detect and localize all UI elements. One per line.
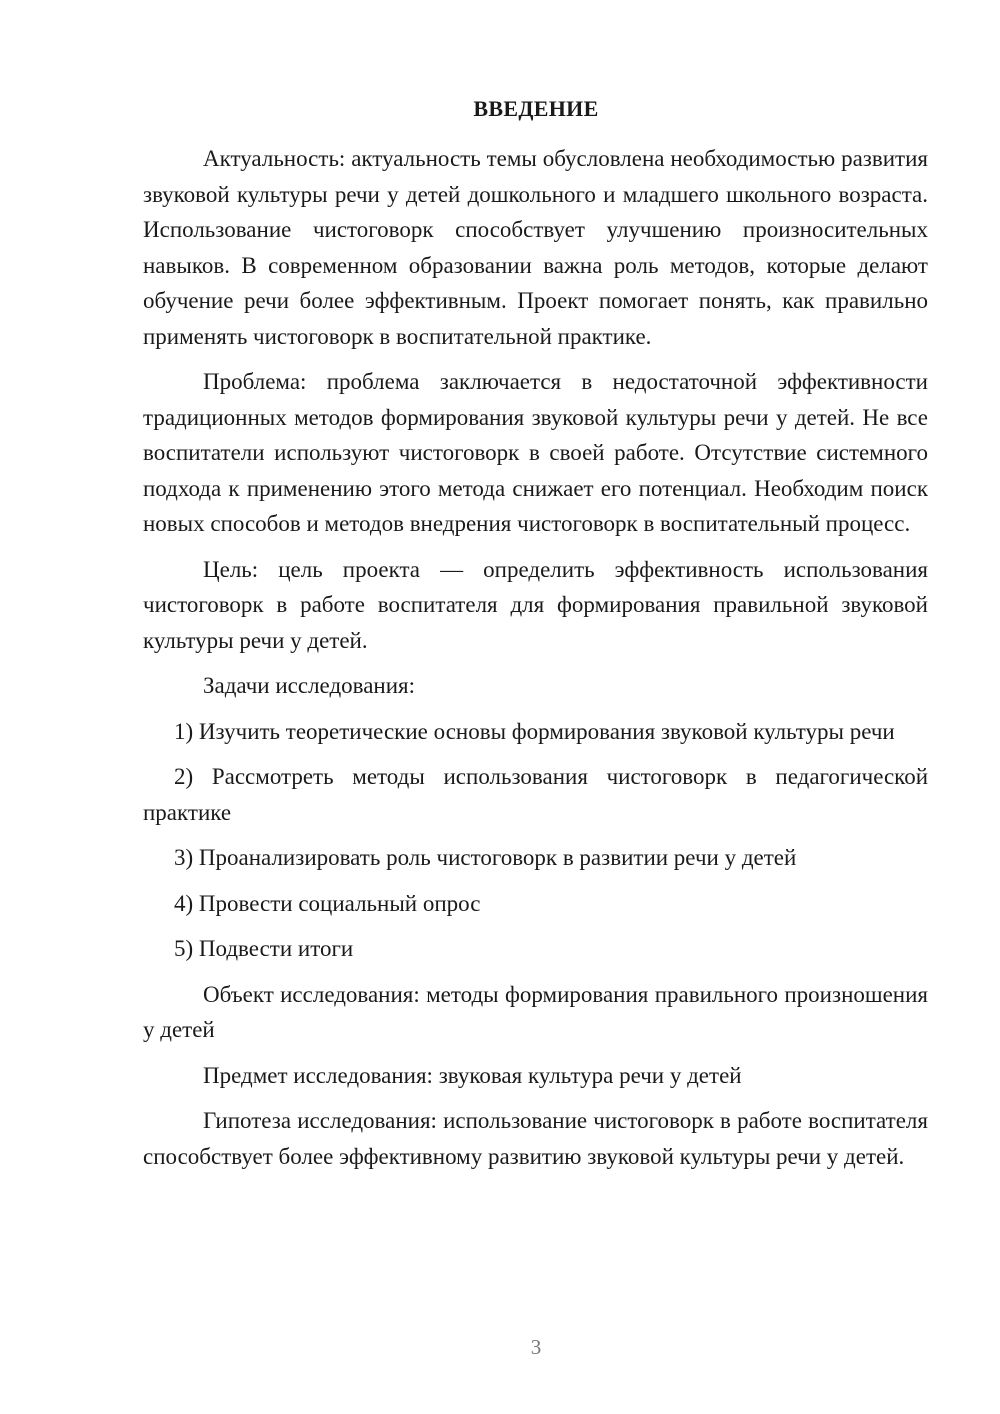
problem-paragraph: Проблема: проблема заключается в недостаточной эффективности традиционных методов формирования звуковой культуры речи у детей. Не все воспитатели используют чистоговорк в своей работе. Отсутствие системного подхода к применению этого метода снижает его потенциал. Необходим поиск новых способов и методов внедрения чистоговорк в воспитательный процесс. bbox=[143, 369, 928, 536]
list-item: 5) Подвести итоги bbox=[174, 936, 354, 961]
list-item: 2) Рассмотреть методы использования чистоговорк в педагогической практике bbox=[143, 764, 928, 825]
document-body bbox=[143, 141, 928, 1184]
page-number: 3 bbox=[530, 1335, 542, 1359]
list-item: 3) Проанализировать роль чистоговорк в развитии речи у детей bbox=[174, 845, 797, 870]
list-item: 1) Изучить теоретические основы формирования звуковой культуры речи bbox=[174, 718, 895, 744]
hypothesis-paragraph: Гипотеза исследования: использование чистоговорк в работе воспитателя способствует более эффективному развитию звуковой культуры речи у детей. bbox=[143, 1108, 928, 1169]
object-paragraph: Объект исследования: методы формирования правильного произношения у детей bbox=[143, 981, 928, 1042]
list-item: 4) Провести социальный опрос bbox=[174, 890, 481, 916]
tasks-heading: Задачи исследования: bbox=[203, 673, 416, 698]
goal-paragraph: Цель: цель проекта — определить эффективность использования чистоговорк в работе воспитателя для формирования правильной звуковой культуры речи у детей. bbox=[143, 556, 928, 653]
page-title: ВВЕДЕНИЕ bbox=[473, 96, 599, 121]
relevance-paragraph: Актуальность: актуальность темы обусловлена необходимостью развития звуковой культуры речи у детей дошкольного и младшего школьного возраста. Использование чистоговорк способствует улучшению произносительных навыков. В современном образовании важна роль методов, которые делают обучение речи более эффективным. Проект помогает понять, как правильно применять чистоговорк в воспитательной практике. bbox=[143, 146, 928, 349]
tasks-list bbox=[143, 714, 928, 967]
subject-paragraph: Предмет исследования: звуковая культура речи у детей bbox=[203, 1062, 742, 1088]
